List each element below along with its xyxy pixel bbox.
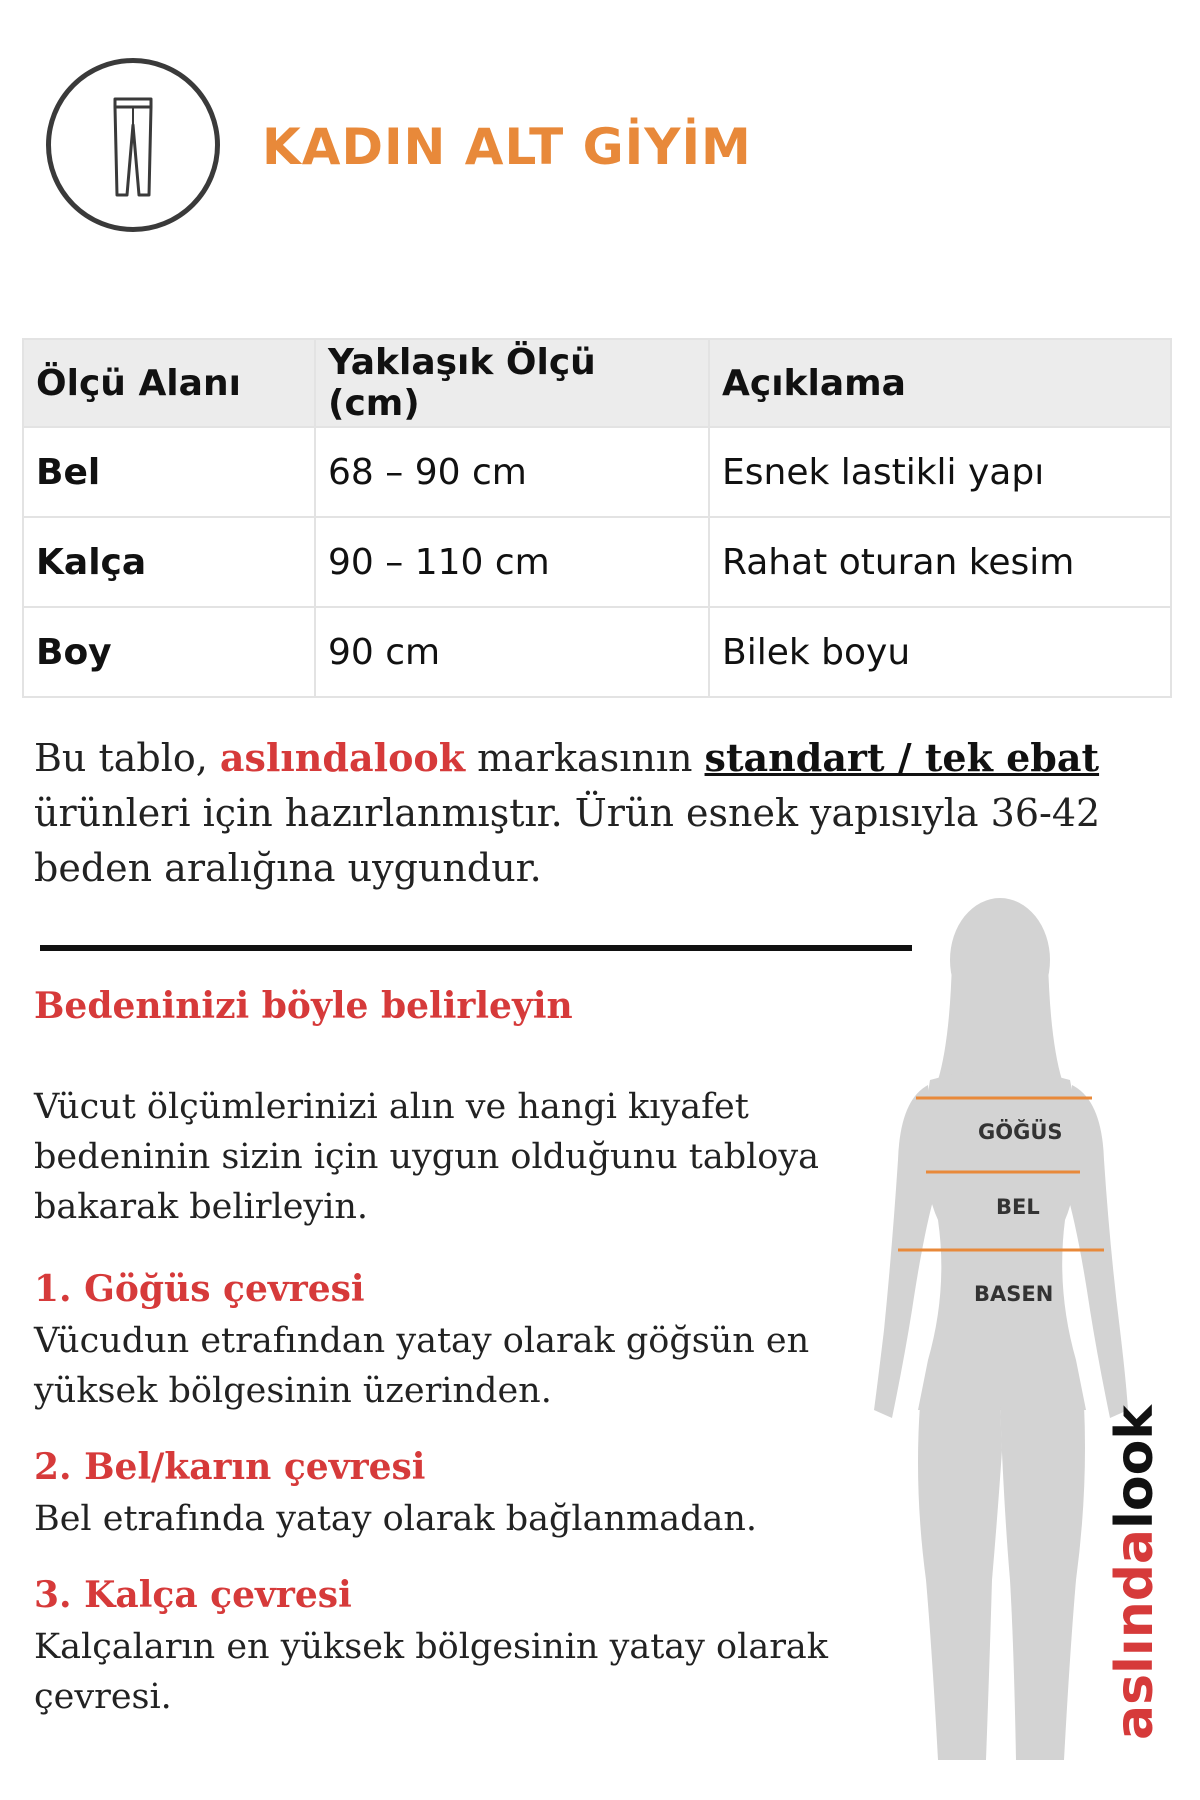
table-row xyxy=(23,427,1171,517)
trousers-icon xyxy=(109,95,157,199)
table-row xyxy=(23,607,1171,697)
table-cell: 90 – 110 cm xyxy=(315,517,709,607)
table-cell: Kalça xyxy=(23,517,315,607)
body-silhouette xyxy=(840,890,1130,1780)
standard-size-text: standart / tek ebat xyxy=(704,735,1100,780)
intro-text: Bu tablo, xyxy=(34,736,220,780)
size-table xyxy=(22,338,1172,698)
brand-logo-part1: aslında xyxy=(1105,1528,1165,1740)
intro-text: markasının xyxy=(465,736,705,780)
table-cell: Bel xyxy=(23,427,315,517)
intro-text: ürünleri için hazırlanmıştır. Ürün esnek yapısıyla 36-42 beden aralığına uygundur. xyxy=(34,791,1101,890)
intro-paragraph xyxy=(34,730,1174,896)
column-header: Yaklaşık Ölçü (cm) xyxy=(315,339,709,427)
step-text-hip: Kalçaların en yüksek bölgesinin yatay olarak çevresi. xyxy=(34,1627,828,1717)
column-header: Ölçü Alanı xyxy=(23,339,315,427)
brand-logo-vertical xyxy=(1105,1405,1165,1740)
table-cell: 68 – 90 cm xyxy=(315,427,709,517)
chest-label: GÖĞÜS xyxy=(978,1120,1063,1144)
trousers-icon-badge xyxy=(46,58,220,232)
step-text-chest: Vücudun etrafından yatay olarak göğsün en yüksek bölgesinin üzerinden. xyxy=(34,1321,810,1411)
table-cell: Esnek lastikli yapı xyxy=(709,427,1171,517)
table-row xyxy=(23,517,1171,607)
brand-name: aslındalook xyxy=(219,735,466,780)
table-cell: Bilek boyu xyxy=(709,607,1171,697)
waist-label: BEL xyxy=(996,1195,1040,1219)
step-text-waist: Bel etrafında yatay olarak bağlanmadan. xyxy=(34,1499,758,1539)
table-header-row xyxy=(23,339,1171,427)
guide-title: Bedeninizi böyle belirleyin xyxy=(34,985,573,1027)
table-cell: Boy xyxy=(23,607,315,697)
column-header: Açıklama xyxy=(709,339,1171,427)
page-title: KADIN ALT GİYİM xyxy=(262,118,752,176)
divider xyxy=(40,945,912,951)
step-title-hip: 3. Kalça çevresi xyxy=(34,1574,352,1616)
hip-label: BASEN xyxy=(974,1282,1054,1306)
table-cell: 90 cm xyxy=(315,607,709,697)
guide-description: Vücut ölçümlerinizi alın ve hangi kıyafet bedeninin sizin için uygun olduğunu tabloya bakarak belirleyin. xyxy=(34,1087,820,1227)
step-title-waist: 2. Bel/karın çevresi xyxy=(34,1446,426,1488)
step-title-chest: 1. Göğüs çevresi xyxy=(34,1268,365,1310)
table-cell: Rahat oturan kesim xyxy=(709,517,1171,607)
brand-logo-part2: look xyxy=(1105,1405,1165,1529)
